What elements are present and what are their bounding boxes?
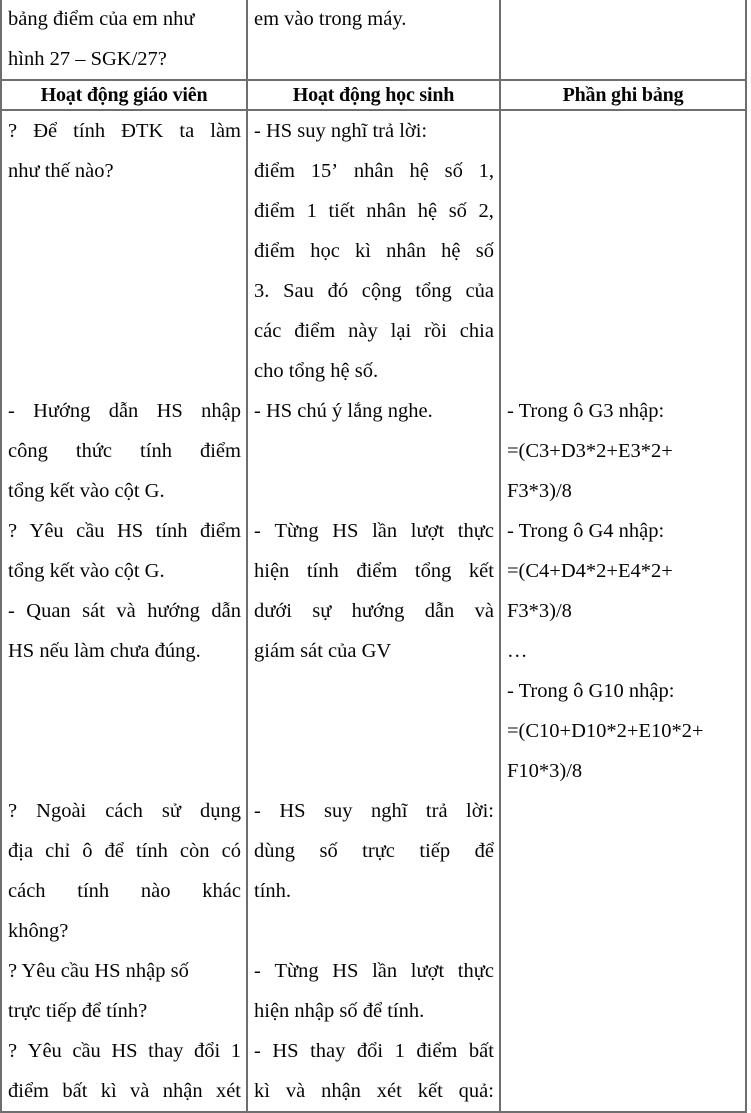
- text-line: điểm bất kì và nhận xét: [8, 1080, 241, 1102]
- text-line: điểm học kì nhân hệ số: [254, 240, 494, 262]
- text-line-blank: [507, 111, 740, 151]
- text-line: - HS suy nghĩ trả lời:: [254, 800, 494, 822]
- text-line: =(C3+D3*2+E3*2+: [507, 440, 673, 462]
- text-line: HS nếu làm chưa đúng.: [8, 640, 201, 662]
- text-line-blank: [8, 231, 241, 271]
- text-line-blank: [8, 271, 241, 311]
- text-line-blank: [254, 751, 494, 791]
- text-line: =(C4+D4*2+E4*2+: [507, 560, 673, 582]
- text-line-blank: [8, 191, 241, 231]
- table-header-row: [1, 80, 746, 110]
- text-line-blank: [8, 711, 241, 751]
- text-line-blank: [507, 191, 740, 231]
- column-header-label: Hoạt động giáo viên: [40, 84, 208, 106]
- text-line: ? Ngoài cách sử dụng: [8, 800, 241, 822]
- text-line: hiện nhập số để tính.: [254, 1000, 425, 1022]
- text-line: F3*3)/8: [507, 600, 572, 622]
- text-line: - Từng HS lần lượt thực: [254, 520, 494, 542]
- text-line-blank: [254, 711, 494, 751]
- column-header-label: Phần ghi bảng: [562, 84, 684, 106]
- text-line: kì và nhận xét kết quả:: [254, 1080, 494, 1102]
- header-cell-student-activity: [247, 80, 500, 110]
- text-line: - HS thay đổi 1 điểm bất: [254, 1040, 494, 1062]
- text-line: …: [507, 640, 528, 662]
- text-line-blank: [507, 831, 740, 871]
- header-cell-teacher-activity: [1, 80, 247, 110]
- text-line-blank: [507, 39, 740, 79]
- text-line-blank: [507, 1071, 740, 1111]
- text-line: như thế nào?: [8, 160, 114, 182]
- text-line: cho tổng hệ số.: [254, 360, 379, 382]
- text-line-blank: [254, 911, 494, 951]
- text-line-blank: [507, 911, 740, 951]
- text-line: - Trong ô G3 nhập:: [507, 400, 665, 422]
- text-line-blank: [8, 311, 241, 351]
- text-line: tổng kết vào cột G.: [8, 560, 165, 582]
- text-line-blank: [254, 471, 494, 511]
- text-line: 3. Sau đó cộng tổng của: [254, 280, 494, 302]
- text-line: tổng kết vào cột G.: [8, 480, 165, 502]
- text-line-blank: [254, 39, 494, 79]
- cell-col3-board-notes: [500, 110, 746, 1112]
- text-line-blank: [8, 751, 241, 791]
- text-line-blank: [507, 351, 740, 391]
- text-line: tính.: [254, 880, 292, 902]
- text-line: - HS chú ý lắng nghe.: [254, 400, 433, 422]
- text-line: ? Yêu cầu HS thay đổi 1: [8, 1040, 241, 1062]
- text-line: ? Yêu cầu HS nhập số: [8, 960, 189, 982]
- text-line: giám sát của GV: [254, 640, 392, 662]
- text-line: hiện tính điểm tổng kết: [254, 560, 494, 582]
- text-line: dưới sự hướng dẫn và: [254, 600, 494, 622]
- text-line-blank: [507, 231, 740, 271]
- text-line: điểm 15’ nhân hệ số 1,: [254, 160, 494, 182]
- text-line: ? Yêu cầu HS tính điểm: [8, 520, 241, 542]
- text-line: em vào trong máy.: [254, 8, 407, 30]
- text-line: các điểm này lại rồi chia: [254, 320, 494, 342]
- cell-col3-continuation: [500, 0, 746, 80]
- text-line-blank: [507, 991, 740, 1031]
- text-line: - Quan sát và hướng dẫn: [8, 600, 241, 622]
- cell-col1-teacher-activity: [1, 110, 247, 1112]
- cell-col2-continuation: [247, 0, 500, 80]
- text-line: điểm 1 tiết nhân hệ số 2,: [254, 200, 494, 222]
- text-line: - Trong ô G4 nhập:: [507, 520, 665, 542]
- text-line-blank: [507, 311, 740, 351]
- text-line: trực tiếp để tính?: [8, 1000, 148, 1022]
- text-line: - HS suy nghĩ trả lời:: [254, 120, 428, 142]
- text-line: cách tính nào khác: [8, 880, 241, 902]
- text-line: hình 27 – SGK/27?: [8, 48, 167, 70]
- text-line-blank: [507, 1031, 740, 1071]
- text-line-blank: [507, 791, 740, 831]
- text-line: =(C10+D10*2+E10*2+: [507, 720, 704, 742]
- text-line: - Từng HS lần lượt thực: [254, 960, 494, 982]
- text-line-blank: [507, 151, 740, 191]
- text-line-blank: [8, 351, 241, 391]
- text-line-blank: [254, 431, 494, 471]
- text-line-blank: [507, 951, 740, 991]
- text-line-blank: [254, 671, 494, 711]
- cell-col1-continuation: [1, 0, 247, 80]
- text-line-blank: [507, 271, 740, 311]
- cell-col2-student-activity: [247, 110, 500, 1112]
- text-line: công thức tính điểm: [8, 440, 241, 462]
- text-line: dùng số trực tiếp để: [254, 840, 494, 862]
- text-line-blank: [507, 0, 740, 39]
- header-cell-board-notes: [500, 80, 746, 110]
- text-line: địa chỉ ô để tính còn có: [8, 840, 241, 862]
- text-line-blank: [8, 671, 241, 711]
- text-line: không?: [8, 920, 69, 942]
- board-notes-text: [501, 111, 745, 1111]
- text-line-blank: [507, 871, 740, 911]
- table-row-body: [1, 110, 746, 1112]
- teacher-activity-text: [2, 111, 246, 1111]
- text-line: F3*3)/8: [507, 480, 572, 502]
- student-activity-text: [248, 111, 499, 1111]
- table-row-continuation: [1, 0, 746, 80]
- text-line: ? Để tính ĐTK ta làm: [8, 120, 241, 142]
- column-header-label: Hoạt động học sinh: [292, 84, 455, 106]
- text-line: - Hướng dẫn HS nhập: [8, 400, 241, 422]
- text-line: F10*3)/8: [507, 760, 583, 782]
- text-line: bảng điểm của em như: [8, 8, 195, 30]
- text-line: - Trong ô G10 nhập:: [507, 680, 675, 702]
